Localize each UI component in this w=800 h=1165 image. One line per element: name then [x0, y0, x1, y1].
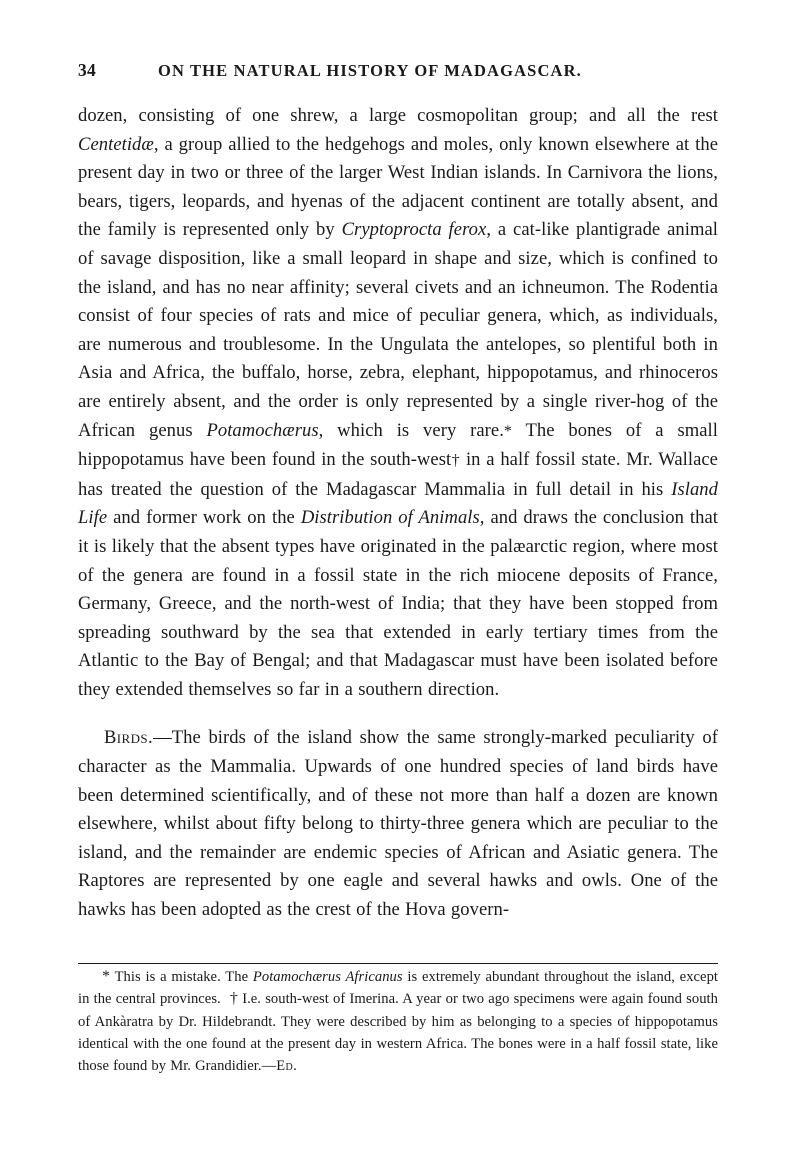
footnote-signature-dash: — [261, 1058, 277, 1075]
footnote-text [78, 966, 718, 1077]
para1-segment-4: , which is very rare. [318, 419, 504, 441]
para1-segment-2: , a group allied to the hedgehogs and moles, only known elsewhere at the present day in two or three of the larger West Indian islands. In Carnivora the lions, bears, tigers, leopards, and hyenas of the adjacent continent are totally absent, and the family is represented only by [78, 133, 718, 241]
book-title-island-life: Island Life [78, 478, 718, 529]
book-title-distribution-of-animals: Distribution of Animals [300, 507, 480, 529]
species-name-centetidae: Centetidæ [78, 133, 154, 155]
footnote-separator-rule [78, 963, 718, 964]
footnote-block [78, 966, 718, 1077]
species-name-potamochaerus-africanus: Potamochærus Africanus [252, 969, 403, 985]
running-head [78, 58, 718, 92]
running-head-title: ON THE NATURAL HISTORY OF MADAGASCAR. [158, 61, 582, 80]
para2-text: The birds of the island show the same strongly-marked peculiarity of character as the Mammalia. Upwards of one hundred species of land birds have been determined scientifically, and of these not more than half a dozen are known elsewhere, whilst about fifty belong to thirty-three genera which are peculiar to the island, and the remainder are endemic species of African and Asiatic genera. The Raptores are represented by one eagle and several hawks and owls. One of the hawks has been adopted as the crest of the Hova govern- [78, 727, 718, 921]
page-number: 34 [78, 60, 96, 80]
para1-segment-1: dozen, consisting of one shrew, a large cosmopolitan group; and all the rest [78, 105, 718, 126]
footnote-marker-asterisk: * [503, 422, 512, 440]
footnote-segment-2: is extremely abundant throughout the island, except in the central provinces. [78, 969, 718, 1008]
para1-segment-5: The bones of a small hippopotamus have been found in the south-west [78, 419, 718, 471]
footnote-signature: Ed. [276, 1058, 298, 1075]
footnote-segment-3: I.e. south-west of Imerina. A year or two ago specimens were again found south of Ankàratra by Dr. Hildebrandt. They were described by him as belonging to a species of hippopotamus identical with the one found at the present day in western Africa. The bones were in a half fossil state, like those found by Mr. Grandidier. [78, 991, 718, 1075]
paragraph-birds [78, 724, 718, 924]
species-name-cryptoprocta-ferox: Cryptoprocta ferox [341, 219, 487, 241]
section-heading-birds: Birds. [104, 727, 154, 749]
para1-segment-8: , and draws the conclusion that it is likely that the absent types have originated in the palæarctic region, where most of the genera are found in a fossil state in the rich miocene deposits of France, Germany, Greece, and the north-west of India; that they have been stopped from spreading southward by the sea that extended in early tertiary times from the Atlantic to the Bay of Bengal; and that Madagascar must have been isolated before they extended themselves so far in a southern direction. [78, 507, 718, 700]
paragraph-mammalia [78, 102, 718, 704]
genus-name-potamochaerus: Potamochærus [206, 419, 319, 441]
birds-heading-dash: — [153, 727, 172, 749]
para1-segment-3: , a cat-like plantigrade animal of savage disposition, like a small leopard in shape and size, which is confined to the island, and has no near affinity; several civets and an ichneumon. The Rodentia consist of four species of rats and mice of peculiar genera, which, as individuals, are numerous and troublesome. In the Ungulata the antelopes, so plentiful both in Asia and Africa, the buffalo, horse, zebra, elephant, hippopotamus, and rhinoceros are entirely absent, and the order is only represented by a single river-hog of the African genus [78, 219, 718, 441]
footnote-marker-dagger-note: † [229, 990, 238, 1008]
footnote-marker-dagger: † [451, 452, 461, 470]
footnote-segment-1: This is a mistake. The [110, 969, 253, 985]
page-content [78, 0, 718, 1165]
para1-segment-7: and former work on the [107, 507, 301, 529]
body-column [78, 102, 718, 925]
para1-segment-6: in a half fossil state. Mr. Wallace has treated the question of the Madagascar Mammalia in full detail in his [78, 449, 718, 500]
footnote-marker-asterisk-note: * [102, 968, 111, 985]
